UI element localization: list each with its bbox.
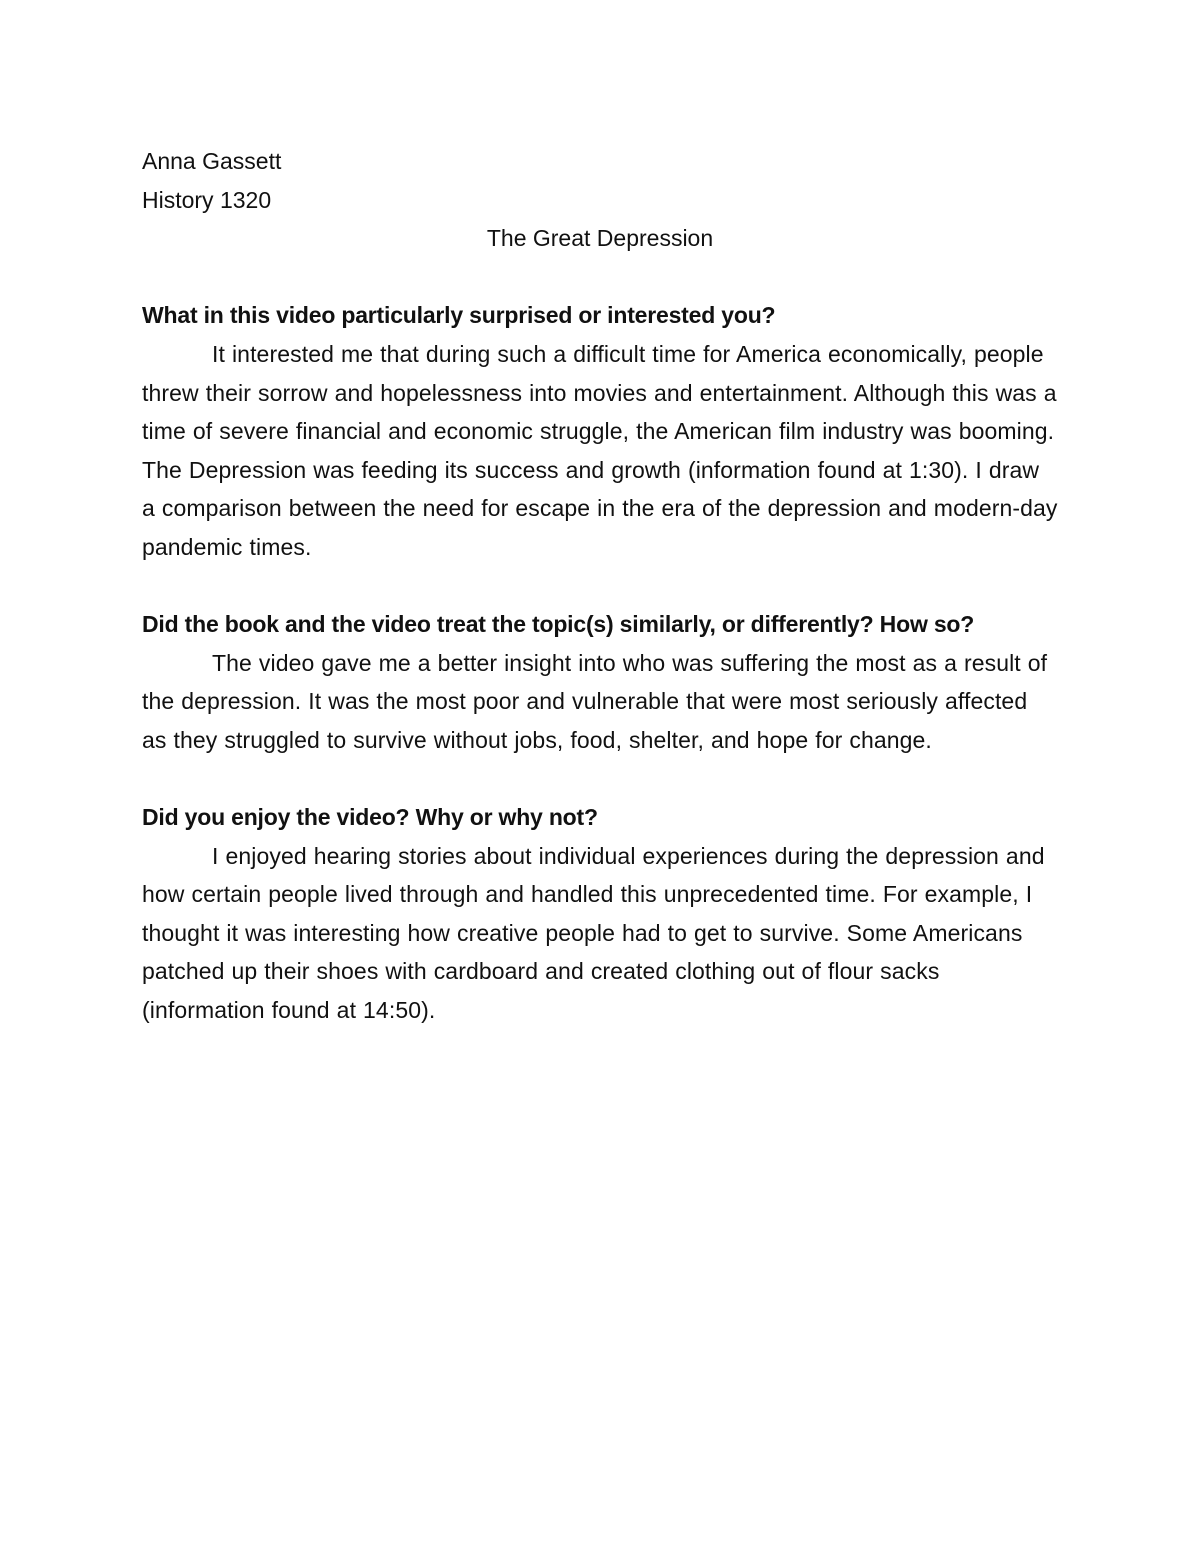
course-name: History 1320 bbox=[142, 186, 272, 213]
answer-2-paragraph: The video gave me a better insight into who was suffering the most as a result of the depression. It was the most poor and vulnerable that were most seriously affected as they struggled to survive without jobs, food, shelter, and hope for change. bbox=[142, 649, 1048, 753]
answer-1-paragraph: It interested me that during such a difficult time for America economically, people threw their sorrow and hopelessness into movies and entertainment. Although this was a time of severe financial and economic struggle, the American film industry was booming. The Depression was feeding its success and growth (information found at 1:30). I draw a comparison between the need for escape in the era of the depression and modern-day pandemic times. bbox=[142, 340, 1058, 560]
spacer bbox=[142, 567, 1062, 606]
author-name: Anna Gassett bbox=[142, 148, 282, 174]
document-body bbox=[142, 142, 1062, 1030]
answer-3-paragraph: I enjoyed hearing stories about individual experiences during the depression and how certain people lived through and handled this unprecedented time. For example, I thought it was interesting how creative people had to get to survive. Some Americans patched up their shoes with cardboard and created clothing out of flour sacks (information found at 14:50). bbox=[142, 842, 1045, 1024]
spacer bbox=[142, 760, 1062, 799]
question-1-heading: What in this video particularly surprised or interested you? bbox=[142, 302, 776, 329]
question-3-heading: Did you enjoy the video? Why or why not? bbox=[142, 804, 598, 831]
question-2-heading: Did the book and the video treat the topic(s) similarly, or differently? How so? bbox=[142, 611, 975, 638]
document-title: The Great Depression bbox=[486, 225, 714, 252]
spacer bbox=[142, 258, 1062, 297]
